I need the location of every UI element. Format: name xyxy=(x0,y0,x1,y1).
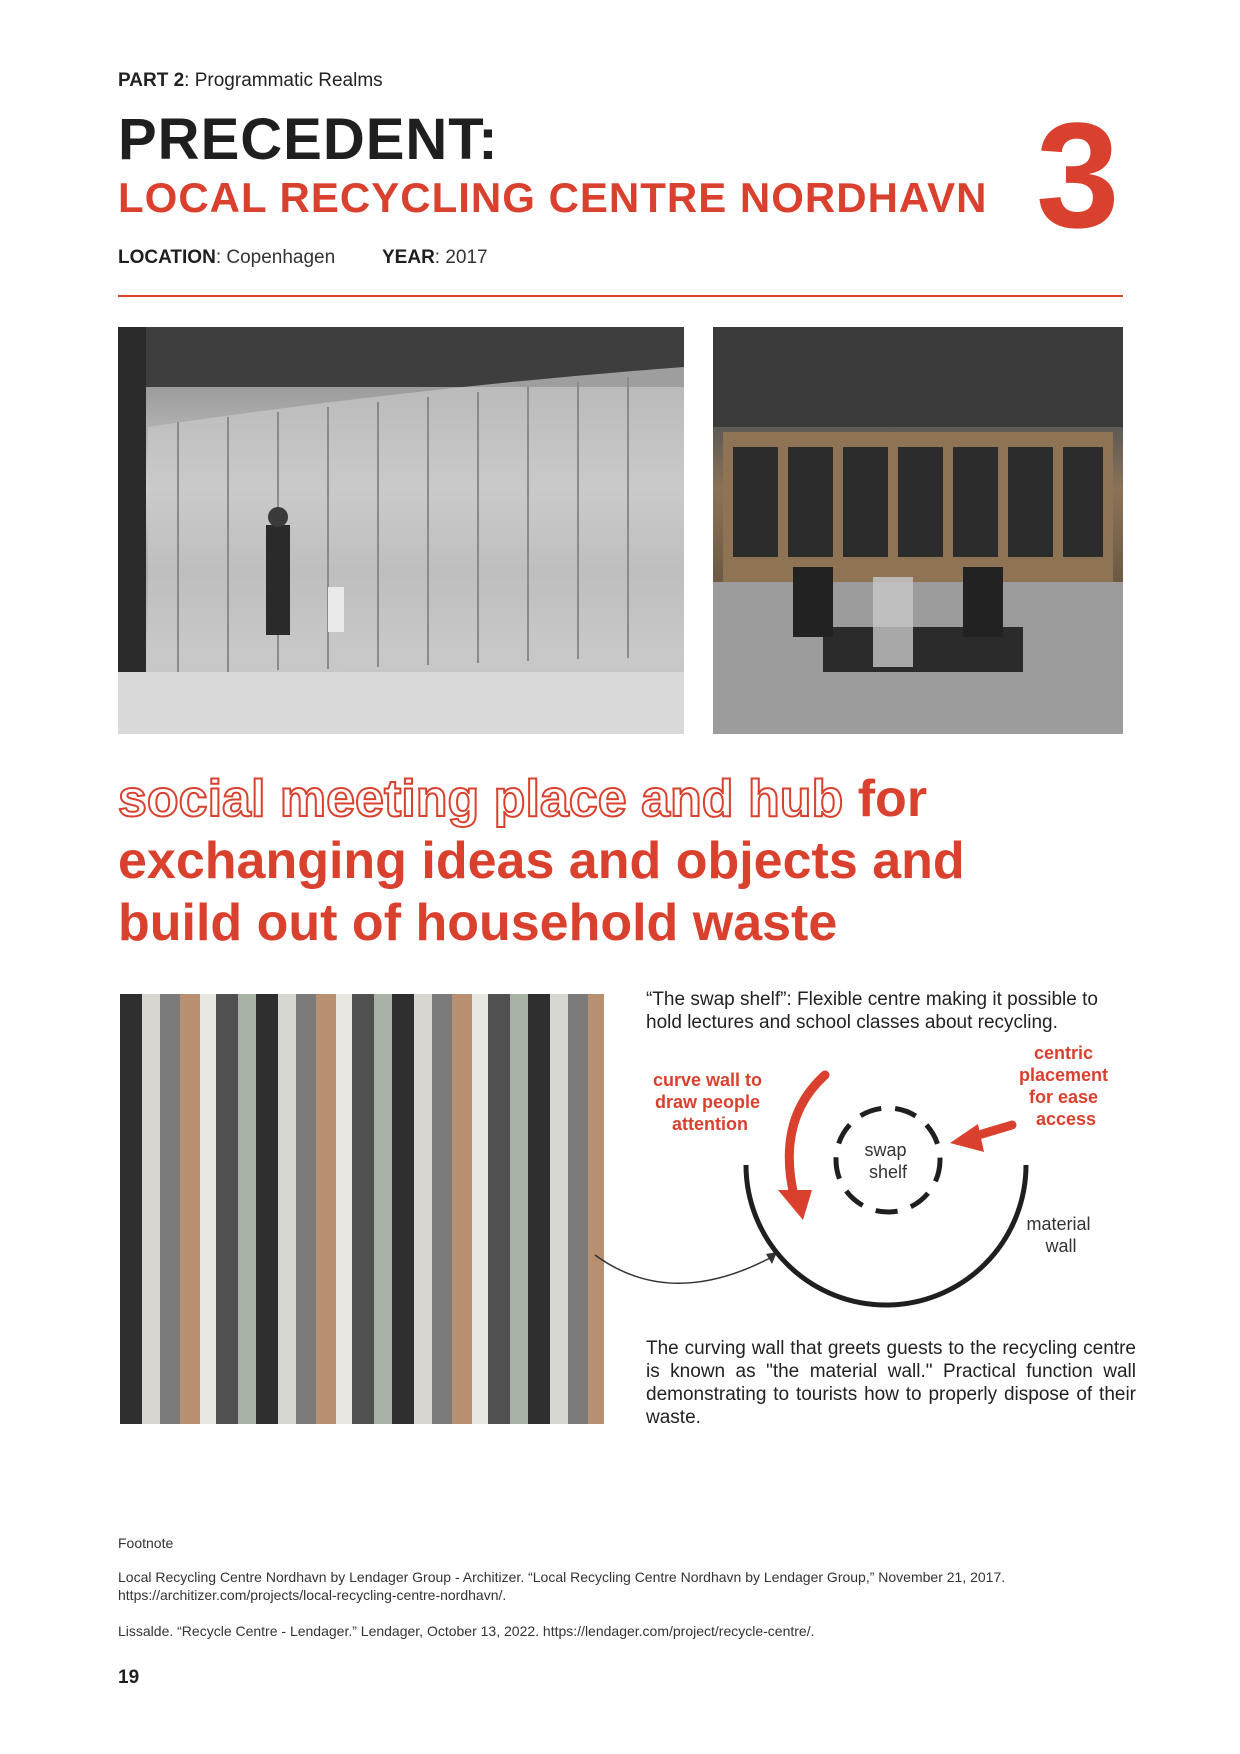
label-swap-shelf: swap shelf xyxy=(864,1140,908,1182)
label-centric-placement: centric placement for ease access xyxy=(1018,1043,1109,1129)
headline-outlined: social meeting place and hub xyxy=(118,770,844,828)
curve-arrow-head xyxy=(778,1190,812,1220)
location-label: LOCATION xyxy=(118,247,216,268)
footnote-ref-2: Lissalde. “Recycle Centre - Lendager.” Lendager, October 13, 2022. https://lendager.com/project/recycle-centre/. xyxy=(118,1623,815,1639)
part-heading xyxy=(118,70,383,92)
page-subtitle: LOCAL RECYCLING CENTRE NORDHAVN xyxy=(118,174,988,221)
headline-line1-rest: for xyxy=(843,770,928,828)
headline-line3: build out of household waste xyxy=(118,894,838,952)
location-value: : Copenhagen xyxy=(215,247,336,268)
curve-arrow xyxy=(789,1075,825,1200)
swap-shelf-circle xyxy=(836,1108,940,1212)
header-divider xyxy=(118,295,1123,297)
precedent-number: 3 xyxy=(1036,91,1120,259)
footnote-label: Footnote xyxy=(118,1535,174,1551)
material-wall-description: The curving wall that greets guests to the recycling centre is known as "the material wall." Practical function wall demonstrating to tourists how to properly dispose of their waste. xyxy=(646,1338,1136,1428)
photo-material-wall-illustration xyxy=(118,327,684,734)
centric-arrow-head xyxy=(950,1124,984,1152)
footnote-ref-1: Local Recycling Centre Nordhavn by Lendager Group - Architizer. “Local Recycling Centre Nordhavn by Lendager Group,” November 21, 2017. https://architizer.com/projects/local-recycling-centre-nordhavn/. xyxy=(118,1569,1006,1603)
headline-line2: exchanging ideas and objects and xyxy=(118,832,965,890)
swap-shelf-caption: “The swap shelf”: Flexible centre making it possible to hold lectures and school classes about recycling. xyxy=(646,989,1098,1033)
year-label: YEAR xyxy=(382,247,435,268)
location-meta xyxy=(118,247,335,269)
photo-material-wall xyxy=(118,327,684,734)
photo-swap-shelf-illustration xyxy=(713,327,1123,734)
part-label: PART 2 xyxy=(118,70,185,91)
label-curve-wall: curve wall to draw people attention xyxy=(652,1070,763,1134)
photo-material-closeup xyxy=(120,994,604,1424)
year-value: : 2017 xyxy=(434,247,488,268)
page-title: PRECEDENT: xyxy=(118,107,499,172)
swap-shelf-diagram xyxy=(600,1040,1140,1320)
year-meta xyxy=(382,247,488,269)
headline xyxy=(118,768,1118,954)
part-title: : Programmatic Realms xyxy=(184,70,383,91)
label-material-wall: material wall xyxy=(1026,1214,1091,1256)
page-number: 19 xyxy=(118,1667,140,1688)
photo-swap-shelf xyxy=(713,327,1123,734)
